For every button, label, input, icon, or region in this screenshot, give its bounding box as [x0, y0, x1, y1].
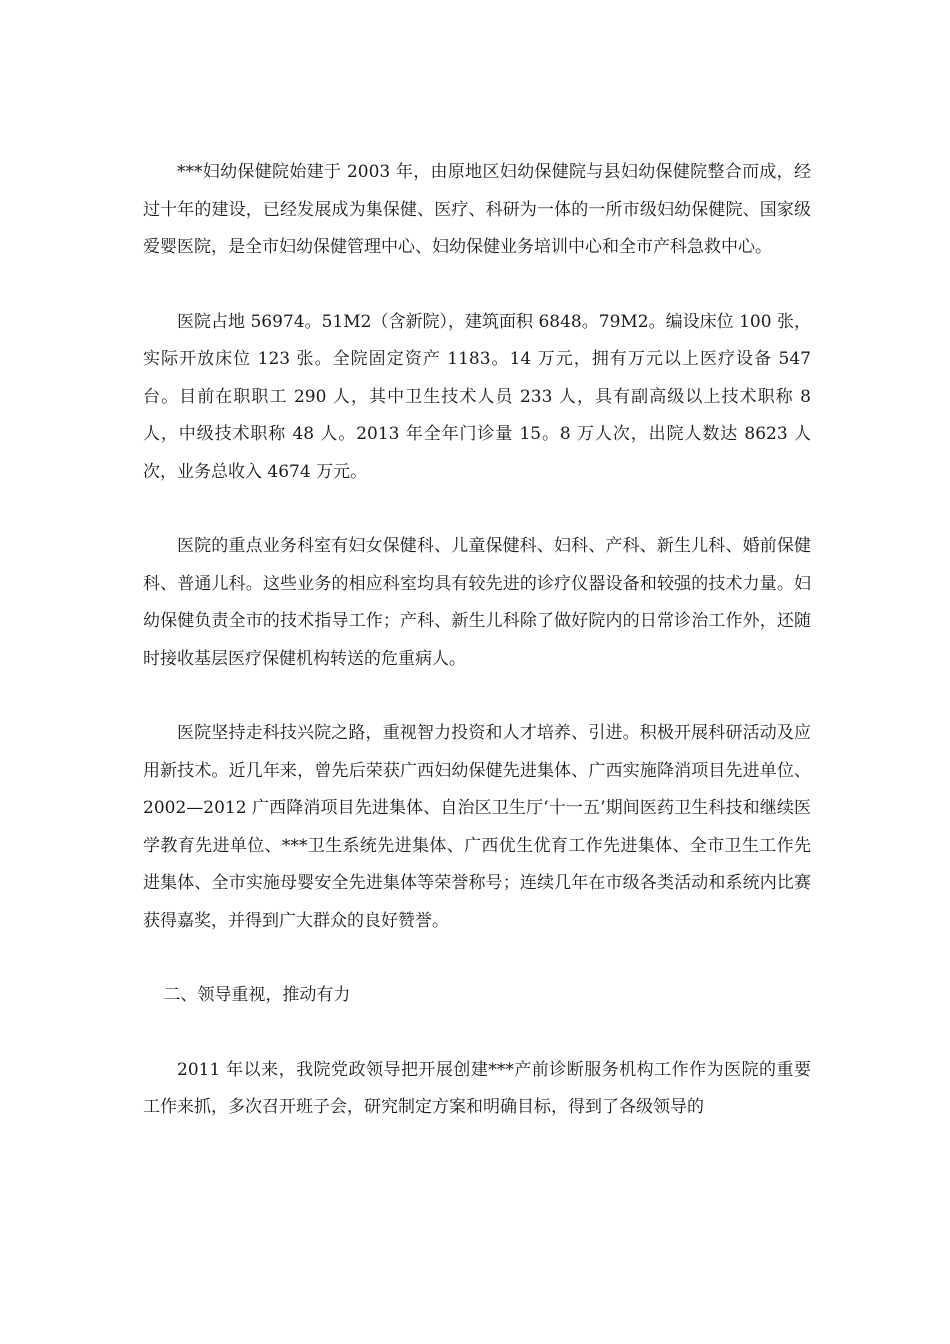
document-body: [143, 154, 811, 1164]
paragraph-leadership: 2011 年以来，我院党政领导把开展创建***产前诊断服务机构工作作为医院的重要工作来抓，多次召开班子会，研究制定方案和明确目标，得到了各级领导的: [143, 1059, 811, 1117]
paragraph-honors: 医院坚持走科技兴院之路，重视智力投资和人才培养、引进。积极开展科研活动及应用新技术。近几年来，曾先后荣获广西妇幼保健先进集体、广西实施降消项目先进单位、2002—2012 广西降消项目先进集体、自治区卫生厅‘十一五’期间医药卫生科技和继续医学教育先进单位、***卫生系统先进集体、广西优生优育工作先进集体、全市卫生工作先进集体、全市实施母婴安全先进集体等荣誉称号；连续几年在市级各类活动和系统内比赛获得嘉奖，并得到广大群众的良好赞誉。: [143, 723, 811, 931]
section-heading: 二、领导重视，推动有力: [163, 985, 351, 1005]
paragraph-hospital-statistics: 医院占地 56974。51M2（含新院），建筑面积 6848。79M2。编设床位 100 张，实际开放床位 123 张。全院固定资产 1183。14 万元，拥有万元以上医疗设备 547 台。目前在职职工 290 人，其中卫生技术人员 233 人，具有副高级以上技术职称 8 人，中级技术职称 48 人。2013 年全年门诊量 15。8 万人次，出院人数达 8623 人次，业务总收入 4674 万元。: [143, 311, 811, 482]
paragraph-key-departments: 医院的重点业务科室有妇女保健科、儿童保健科、妇科、产科、新生儿科、婚前保健科、普通儿科。这些业务的相应科室均具有较先进的诊疗仪器设备和较强的技术力量。妇幼保健负责全市的技术指导工作；产科、新生儿科除了做好院内的日常诊治工作外，还随时接收基层医疗保健机构转送的危重病人。: [143, 536, 811, 669]
paragraph-hospital-history: ***妇幼保健院始建于 2003 年，由原地区妇幼保健院与县妇幼保健院整合而成，经过十年的建设，已经发展成为集保健、医疗、科研为一体的一所市级妇幼保健院、国家级爱婴医院，是全市妇幼保健管理中心、妇幼保健业务培训中心和全市产科急救中心。: [143, 162, 811, 257]
